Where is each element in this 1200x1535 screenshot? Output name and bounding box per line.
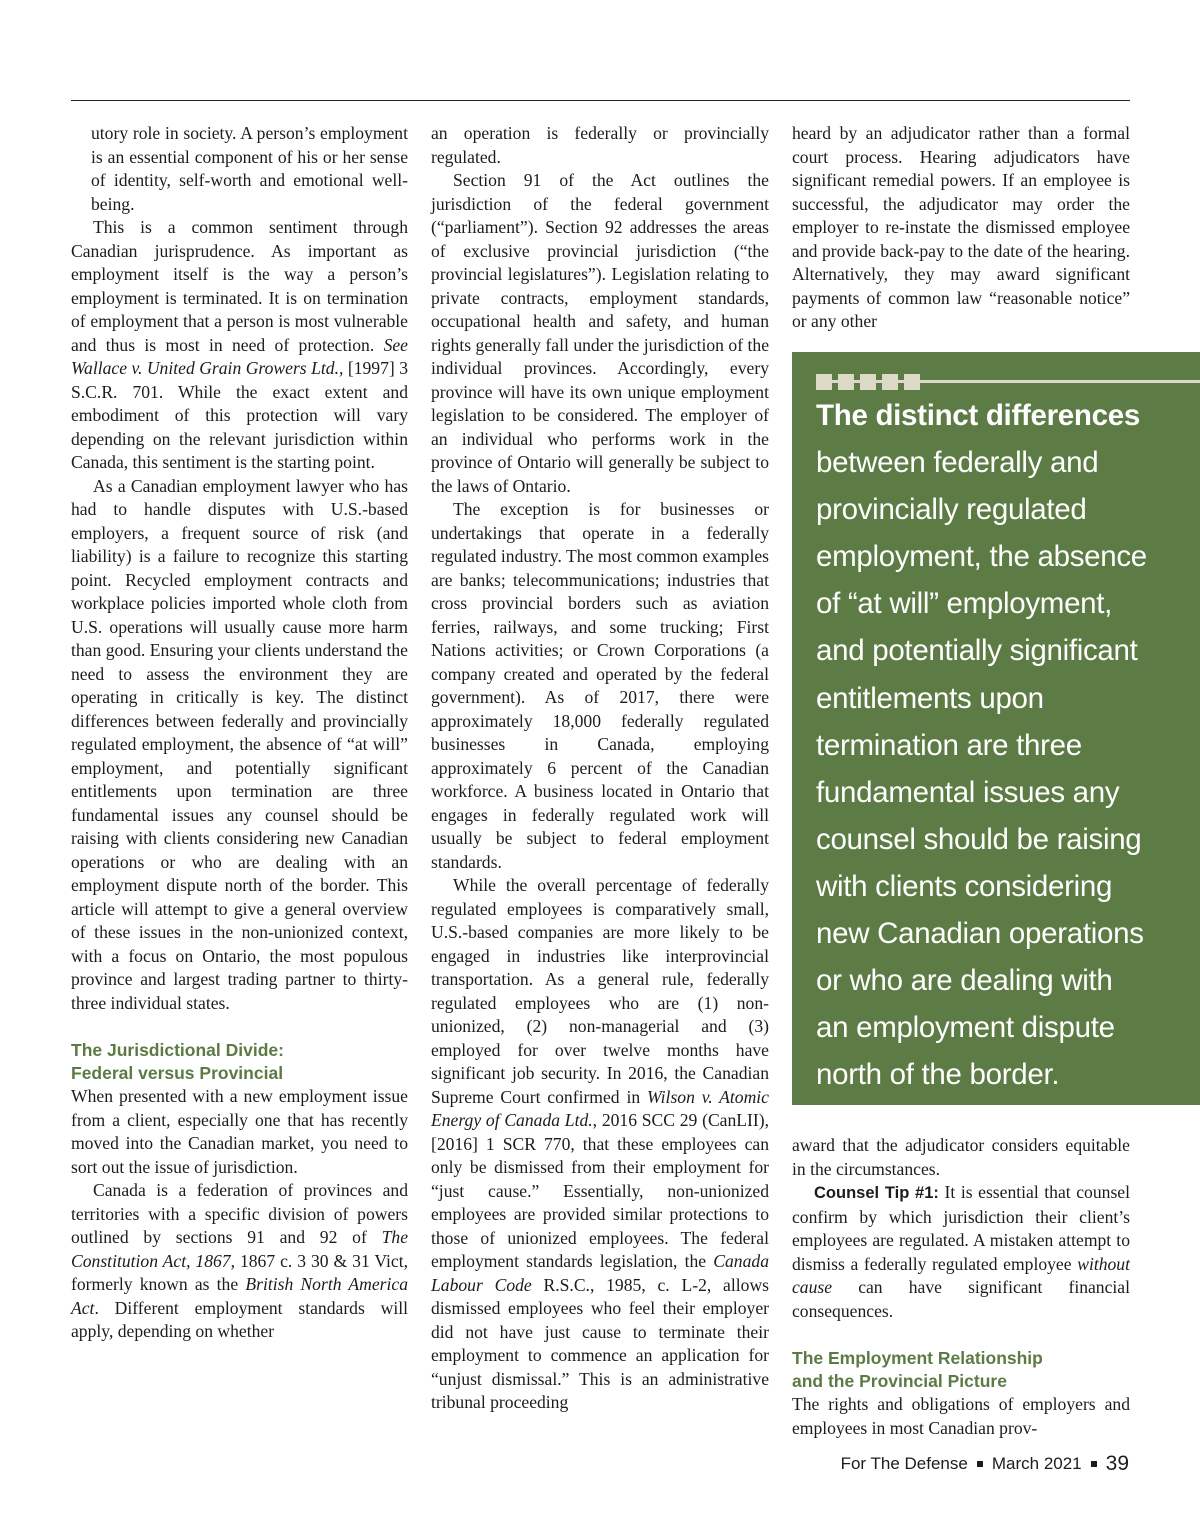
pull-quote-line: and potentially significant — [816, 634, 1138, 668]
pull-quote-box — [792, 352, 1200, 1105]
statute-citation: Canada Labour Code — [431, 1251, 769, 1295]
pull-quote-line: north of the border. — [816, 1058, 1060, 1092]
paragraph: heard by an adjudicator rather than a formal court process. Hearing adjudicators have significant remedial powers. If an employee is successful, the adjudicator may order the employer to re-instate the dismissed employee and provide back-pay to the date of the hearing. Alternatively, they may award significant payments of common law “reasonable notice” or any other — [792, 123, 1130, 331]
article-column-3-bottom — [792, 1134, 1130, 1440]
pull-quote-line: between federally and — [816, 446, 1099, 480]
counsel-tip-label: Counsel Tip #1: — [814, 1184, 939, 1202]
article-column-1 — [71, 122, 408, 1344]
ornament-square — [838, 374, 854, 390]
publication-name: For The Defense — [840, 1454, 968, 1473]
paragraph: Canada is a federation of provinces and territories with a specific division of powers outlined by sections 91 and 92 of The Constitution Act, 1867, 1867 c. 3 30 & 31 Vict, formerly known as the British North America Act. Different employment standards will apply, depending on whether — [71, 1180, 408, 1341]
pull-quote-line: termination are three — [816, 728, 1082, 762]
pull-quote-line: counsel should be raising — [816, 822, 1142, 856]
paragraph: As a Canadian employment lawyer who has had to handle disputes with U.S.-based employers, a frequent source of risk (and liability) is a failure to recognize this starting point. Recycled employment contracts and workplace policies imported whole cloth from U.S. operations will usually cause more harm than good. Ensuring your clients understand the need to assess the environment they are operating in critically is key. The distinct differences between federally and provincially regulated employment, the absence of “at will” employment, and potentially significant entitlements upon termination are three fundamental issues any counsel should be raising with clients considering new Canadian operations or who are dealing with an employment dispute north of the border. This article will attempt to give a general overview of these issues in the non-unionized context, with a focus on Ontario, the most populous province and largest trading partner to thirty-three individual states. — [71, 475, 408, 1013]
statute-citation: The Constitution Act, 1867, — [71, 1227, 408, 1271]
paragraph: This is a common sentiment through Canadian jurisprudence. As important as employment itself is the way a person’s employment is terminated. It is on termination of employment that a person is most vulnerable and thus is most in need of protection. See Wallace v. United Grain Growers Ltd., [1997] 3 S.C.R. 701. While the exact extent and embodiment of this protection will vary depending on the relevant jurisdiction within Canada, this sentiment is the starting point. — [71, 217, 409, 472]
article-column-2 — [431, 122, 769, 1415]
paragraph: The exception is for businesses or undertakings that operate in a federally regulated industry. The most common examples are banks; telecommunications; industries that cross provincial borders such as aviation ferries, railways, and some trucking; First Nations activities; or Crown Corporations (a company created and operated by the federal government). As of 2017, there were approximately 18,000 federally regulated businesses in Canada, employing approximately 6 percent of the Canadian workforce. A business located in Ontario that engages in federally regulated work will usually be subject to federal employment standards. — [431, 499, 769, 872]
ornament-square — [904, 374, 920, 390]
ornament-square — [816, 374, 832, 390]
pull-quote-line: fundamental issues any — [816, 775, 1120, 809]
pull-quote-line: new Canadian operations — [816, 917, 1144, 951]
emphasis: without cause — [792, 1253, 1130, 1297]
pull-quote-line: employment, the absence — [816, 540, 1147, 574]
lead-continuation — [71, 122, 408, 216]
pull-quote-line: of “at will” employment, — [816, 587, 1113, 621]
paragraph: When presented with a new employment issue from a client, especially one that has recently moved into the Canadian market, you need to sort out the issue of jurisdiction. — [71, 1086, 408, 1177]
page-number: 39 — [1105, 1452, 1129, 1475]
pull-quote-line: provincially regulated — [816, 493, 1087, 527]
pull-quote-line: entitlements upon — [816, 681, 1044, 715]
page-footer — [841, 1452, 1129, 1476]
case-citation: See Wallace v. United Grain Growers Ltd., — [71, 334, 408, 378]
paragraph: utory role in society. A person’s employment is an essential component of his or her sense of identity, self-worth and emotional well-being. — [91, 123, 408, 214]
case-citation: Wilson v. Atomic Energy of Canada Ltd. — [431, 1086, 769, 1130]
pull-quote-head: The distinct differences — [816, 399, 1140, 432]
article-column-3-top — [792, 122, 1130, 334]
paragraph: The rights and obligations of employers and employees in most Canadian prov- — [792, 1394, 1130, 1438]
pull-quote-text — [816, 392, 1186, 1098]
paragraph: Section 91 of the Act outlines the jurisdiction of the federal government (“parliament”). Section 92 addresses the areas of exclusive provincial jurisdiction (“the provincial legislatures”). Legislation relating to private contracts, employment standards, occupational health and safety, and human rights generally fall under the jurisdiction of the individual provinces. Accordingly, every province will have its own unique employment legislation to be considered. The employer of an individual who performs work in the province of Ontario will generally be subject to the laws of Ontario. — [431, 170, 769, 496]
separator-square — [1091, 1461, 1097, 1467]
pull-quote-ornament — [816, 374, 920, 390]
paragraph: an operation is federally or provincially regulated. — [431, 123, 769, 167]
pull-quote-line: an employment dispute — [816, 1011, 1115, 1045]
counsel-tip: Counsel Tip #1: It is essential that counsel confirm by which jurisdiction their client’s employees are regulated. A mistaken attempt to dismiss a federally regulated employee without cause can have significant financial consequences. — [792, 1182, 1130, 1321]
section-heading: The Employment Relationship and the Provincial Picture — [792, 1348, 1043, 1391]
section-heading: The Jurisdictional Divide: Federal versus Provincial — [71, 1040, 284, 1083]
pull-quote-line: with clients considering — [816, 869, 1113, 903]
pull-quote-line: or who are dealing with — [816, 964, 1113, 998]
top-rule — [71, 100, 1130, 101]
ornament-square — [882, 374, 898, 390]
ornament-square — [860, 374, 876, 390]
paragraph: While the overall percentage of federally regulated employees is comparatively small, U.S.-based companies are more likely to be engaged in industries like interprovincial transportation. As a general rule, federally regulated employees who are (1) non-unionized, (2) non-managerial and (3) employed for over twelve months have significant job security. In 2016, the Canadian Supreme Court confirmed in Wilson v. Atomic Energy of Canada Ltd., 2016 SCC 29 (CanLII), [2016] 1 SCR 770, that these employees can only be dismissed from their employment for “just cause.” Essentially, non-unionized employees are provided similar protections to those of unionized employees. The federal employment standards legislation, the Canada Labour Code R.S.C., 1985, c. L-2, allows dismissed employees who feel their employer did not have just cause to terminate their employment to commence an application for “unjust dismissal.” This is an administrative tribunal proceeding — [431, 875, 770, 1412]
separator-square — [977, 1461, 983, 1467]
statute-citation: British North America Act — [71, 1274, 408, 1318]
issue-date: March 2021 — [991, 1454, 1082, 1473]
paragraph: award that the adjudicator considers equitable in the circumstances. — [792, 1135, 1130, 1179]
